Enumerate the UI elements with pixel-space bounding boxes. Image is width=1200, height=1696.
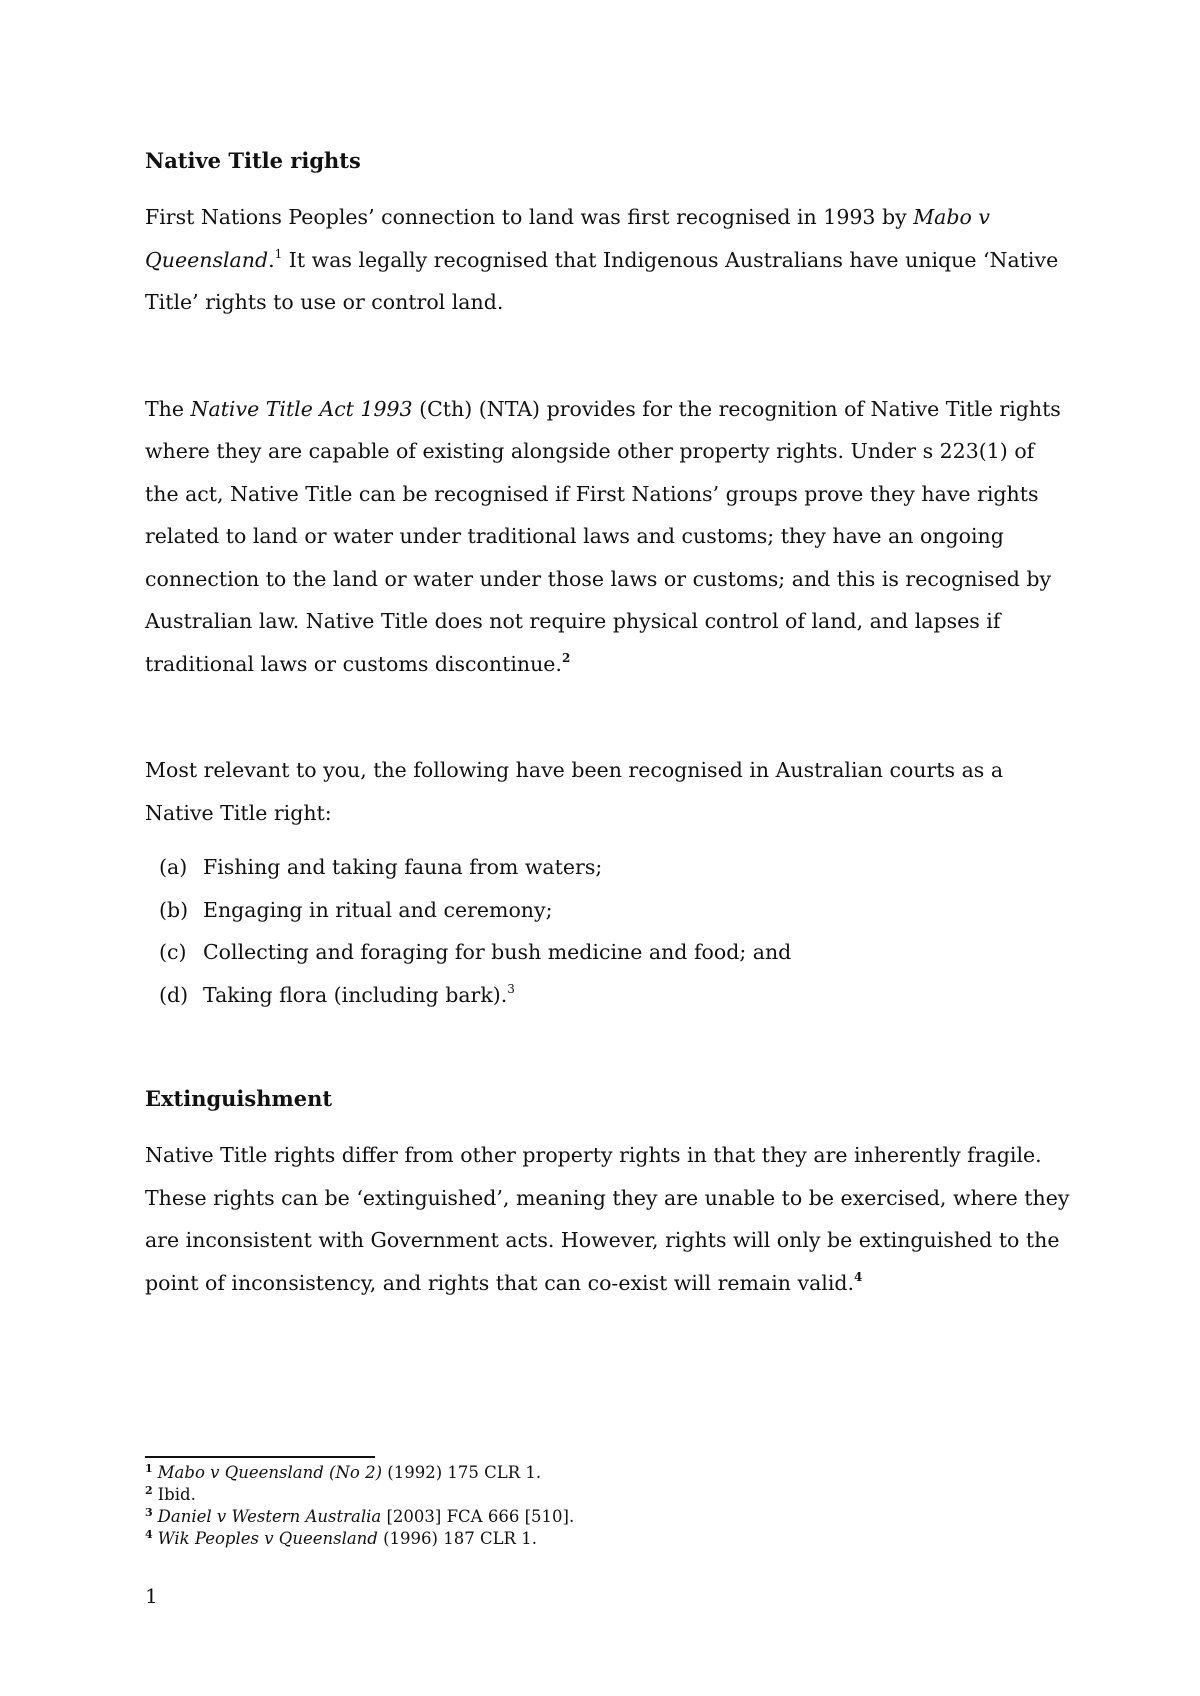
list-marker: (a): [159, 855, 188, 879]
paragraph-extinguishment: [145, 1134, 1070, 1304]
footnote-ref[interactable]: 2: [561, 650, 571, 665]
page-content: [145, 140, 1070, 1304]
case-name: Mabo v Queensland: [145, 205, 990, 272]
list-item-text: Collecting and foraging for bush medicine and food; and: [203, 940, 792, 964]
footnote-ref[interactable]: 4: [854, 1269, 863, 1284]
paragraph-mabo: First Nations Peoples’ connection to land was first recognised in 1993 by Mabo v Queensland.$^1$ It was legally recognised that Indigenous Australians have unique ‘Native Title’ rights to use or control land.: [145, 205, 1059, 314]
list-item: [159, 846, 1070, 889]
act-name: Native Title Act 1993: [190, 396, 413, 421]
paragraph-text: First Nations Peoples’ connection to land was first recognised in 1993 by: [145, 205, 914, 229]
list-item-text: Fishing and taking fauna from waters;: [203, 855, 603, 879]
footnote-number: 2: [145, 1484, 153, 1497]
paragraph-relevant-rights: Most relevant to you, the following have been recognised in Australian courts as a Native Title right:: [145, 758, 1004, 825]
footnote-text: (1992) 175 CLR 1.: [382, 1463, 542, 1482]
rights-list: [145, 846, 1070, 1016]
page-number: 1: [145, 1584, 158, 1608]
footnote-case: Mabo v Queensland (No 2): [157, 1463, 383, 1482]
list-item-text: Taking flora (including bark).: [203, 982, 508, 1007]
footnote-case: Daniel v Western Australia: [157, 1507, 382, 1526]
footnote: [145, 1528, 845, 1550]
footnote-ref[interactable]: 1: [274, 246, 283, 261]
footnote-ref[interactable]: 3: [507, 981, 515, 996]
footnotes-section: [145, 1456, 845, 1550]
footnote-text: Ibid.: [157, 1485, 196, 1504]
footnote-number: 4: [145, 1528, 153, 1541]
footnote-text: (1996) 187 CLR 1.: [377, 1529, 537, 1548]
section-heading-native-title: Native Title rights: [145, 148, 361, 173]
footnote: [145, 1484, 845, 1506]
list-marker: (d): [159, 982, 189, 1007]
paragraph-text: The: [145, 396, 191, 421]
section-heading-extinguishment: Extinguishment: [145, 1086, 333, 1111]
list-marker: (c): [159, 940, 187, 964]
paragraph-text: It was legally recognised that Indigenous Australians have unique ‘Native Title’ rights to use or control land.: [145, 247, 1059, 314]
footnote-separator: [145, 1456, 375, 1458]
list-marker: (b): [159, 897, 189, 922]
list-item: [159, 889, 1070, 932]
footnote-text: [2003] FCA 666 [510].: [381, 1507, 575, 1526]
footnote-number: 3: [145, 1506, 153, 1519]
list-item-text: Engaging in ritual and ceremony;: [203, 897, 553, 922]
paragraph-nta: [145, 388, 1070, 686]
footnote-case: Wik Peoples v Queensland: [157, 1529, 378, 1548]
paragraph-text: (Cth) (NTA) provides for the recognition of Native Title rights where they are capable of existing alongside other property rights. Under s 223(1) of the act, Native Title can be recognised if First Nations’ groups prove they have rights related to land or water under traditional laws and customs; they have an ongoing connection to the land or water under those laws or customs; and this is recognised by Australian law. Native Title does not require physical control of land, and lapses if traditional laws or customs discontinue.: [145, 396, 1061, 676]
paragraph-text: Native Title rights differ from other property rights in that they are inherently fragile. These rights can be ‘extinguished’, meaning they are unable to be exercised, where they are inconsistent with Government acts. However, rights will only be extinguished to the point of inconsistency, and rights that can co-exist will remain valid.: [145, 1143, 1070, 1295]
footnote-number: 1: [145, 1462, 153, 1475]
footnote: [145, 1462, 845, 1484]
list-item: [159, 931, 1070, 974]
footnote: [145, 1506, 845, 1528]
list-item: [159, 974, 1070, 1017]
